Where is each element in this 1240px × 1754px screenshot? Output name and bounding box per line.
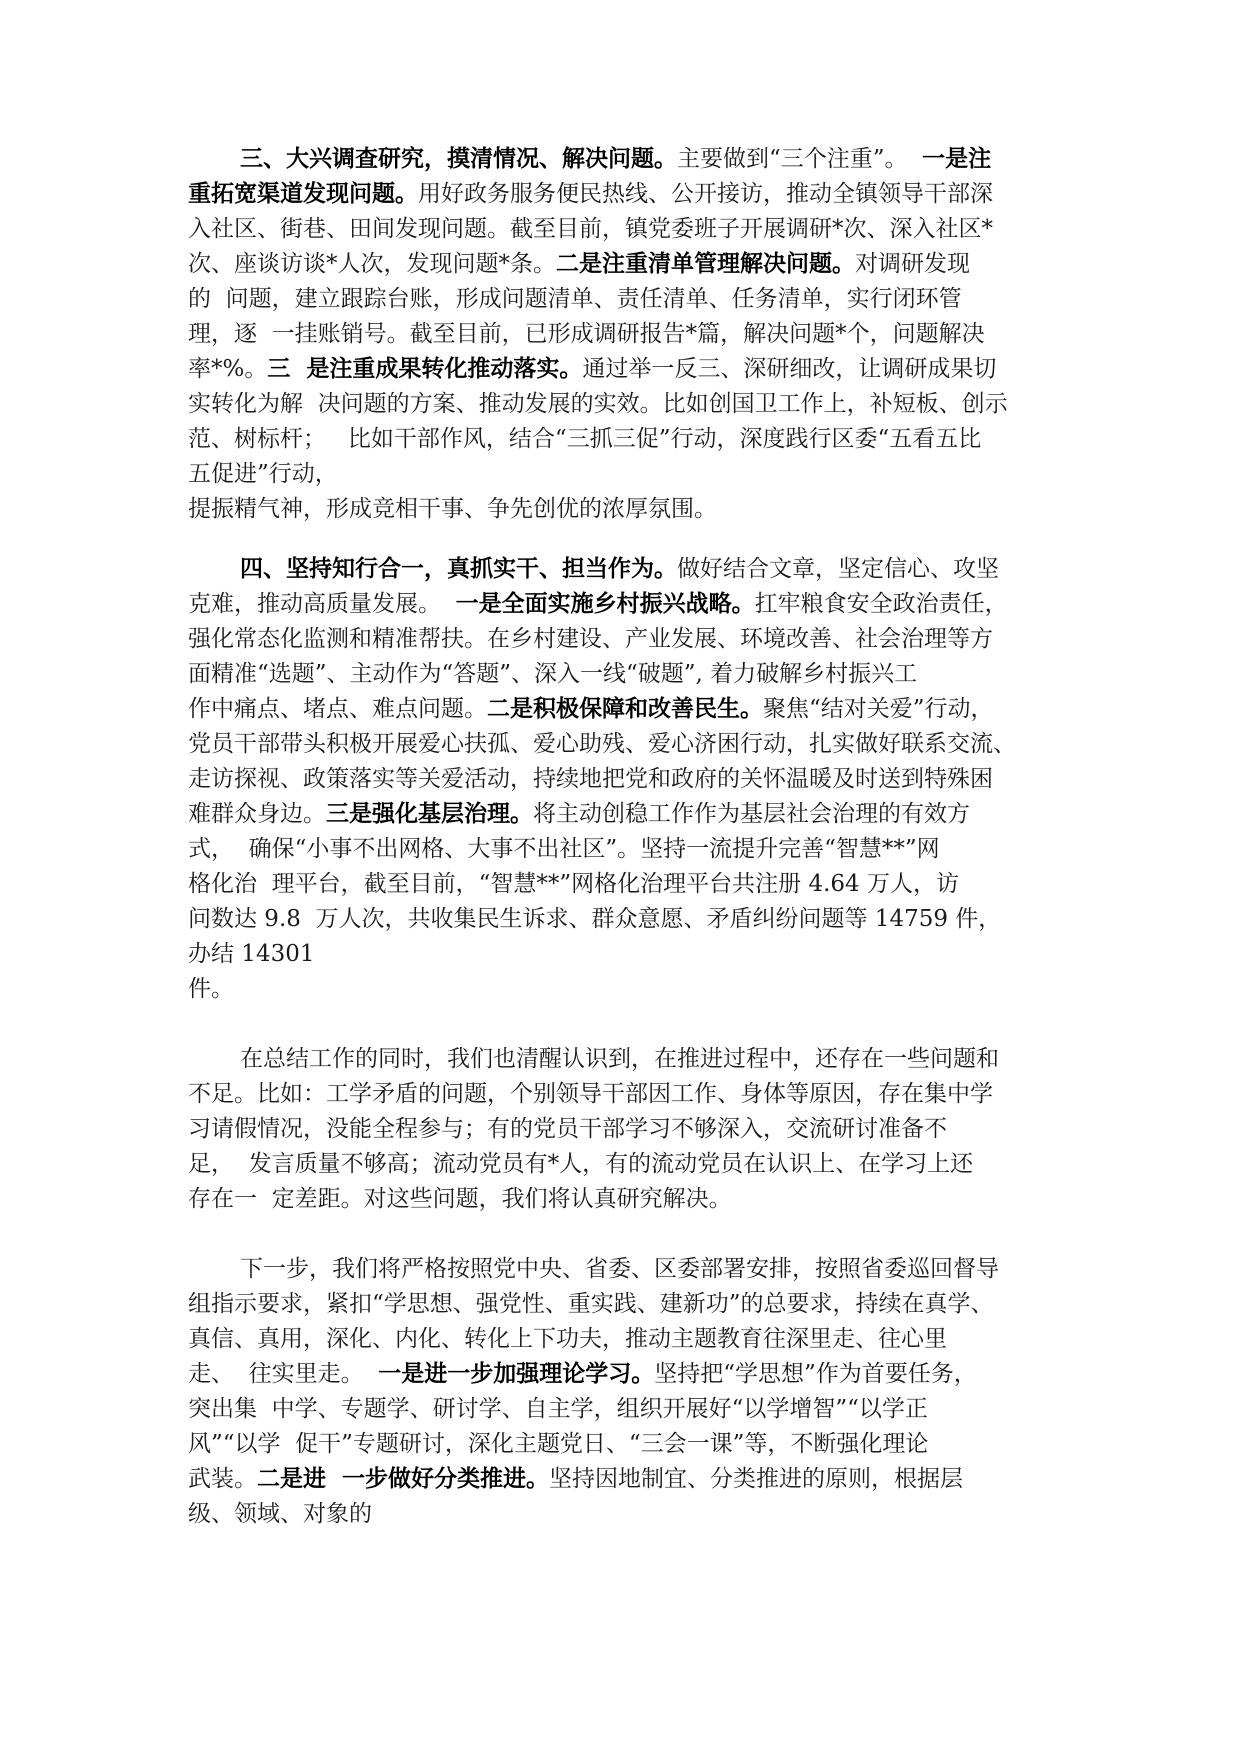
bold-heading-text: 一是全面实施乡村振兴战略。 <box>455 590 755 617</box>
body-text: 走访探视、政策落实等关爱活动，持续地把党和政府的关怀温暖及时送到特殊困 <box>188 766 993 792</box>
body-text: 件。 <box>188 976 234 1002</box>
text-line <box>188 320 985 348</box>
body-text: 办结 14301 <box>188 941 315 967</box>
text-line <box>188 425 981 453</box>
body-text: 克难，推动高质量发展。 <box>188 591 456 617</box>
body-text: 用好政务服务便民热线、公开接访，推动全镇领导干部深 <box>418 181 993 207</box>
body-text: 对调研发现 <box>855 251 970 277</box>
body-text: 次、座谈访谈*人次，发现问题*条。 <box>188 251 556 277</box>
bold-heading-text: 三 是注重成果转化推动落实。 <box>267 355 583 382</box>
text-line <box>188 1325 947 1353</box>
bold-heading-text: 二是注重清单管理解决问题。 <box>556 250 855 277</box>
body-text: 坚持因地制宜、分类推进的原则，根据层 <box>549 1466 964 1492</box>
body-text: 将主动创稳工作作为基层社会治理的有效方 <box>533 801 970 827</box>
text-line <box>188 800 970 828</box>
body-text: 实转化为解 决问题的方案、推动发展的实效。比如创国卫工作上，补短板、创示 <box>188 391 1008 417</box>
text-line <box>188 1290 994 1318</box>
body-text: 级、领域、对象的 <box>188 1501 372 1527</box>
bold-heading-text: 一是进一步加强理论学习。 <box>378 1360 655 1387</box>
body-text: 聚焦“结对关爱”行动， <box>763 696 994 722</box>
text-line <box>188 460 338 488</box>
body-text: 作中痛点、堵点、难点问题。 <box>188 696 487 722</box>
text-line <box>188 625 993 653</box>
body-text: 足， 发言质量不够高；流动党员有*人，有的流动党员在认识上、在学习上还 <box>188 1151 974 1177</box>
body-text: 扛牢粮食安全政治责任， <box>754 591 1008 617</box>
body-text: 五促进”行动， <box>188 461 338 487</box>
text-line <box>188 355 996 383</box>
text-line <box>188 1430 928 1458</box>
body-text: 面精准“选题”、主动作为“答题”、深入一线“破题”, 着力破解乡村振兴工 <box>188 661 918 687</box>
text-line <box>188 870 959 898</box>
text-line <box>240 555 999 583</box>
body-text: 入社区、街巷、田间发现问题。截至目前，镇党委班子开展调研*次、深入社区* <box>188 216 993 242</box>
body-text: 难群众身边。 <box>188 801 326 827</box>
text-line <box>188 905 1001 933</box>
bold-heading-text: 二是进 一步做好分类推进。 <box>257 1465 550 1492</box>
text-line <box>188 1185 732 1213</box>
body-text: 在总结工作的同时，我们也清醒认识到，在推进过程中，还存在一些问题和 <box>240 1046 999 1072</box>
body-text: 存在一 定差距。对这些问题，我们将认真研究解决。 <box>188 1186 732 1212</box>
text-line <box>188 695 994 723</box>
body-text: 党员干部带头积极开展爱心扶孤、爱心助残、爱心济困行动，扎实做好联系交流、 <box>188 731 1016 757</box>
text-line <box>240 1255 999 1283</box>
text-line <box>188 975 234 1003</box>
text-line <box>188 1115 947 1143</box>
text-line <box>188 215 993 243</box>
bold-heading-text: 二是积极保障和改善民生。 <box>487 695 763 722</box>
body-text: 主要做到“三个注重”。 <box>677 146 923 172</box>
body-text: 提振精气神，形成竞相干事、争先创优的浓厚氛围。 <box>188 496 717 522</box>
body-text: 范、树标杆； 比如干部作风，结合“三抓三促”行动，深度践行区委“五看五比 <box>188 426 982 452</box>
body-text: 风”“以学 促干”专题研讨，深化主题党日、“三会一课”等，不断强化理论 <box>188 1431 929 1457</box>
body-text: 强化常态化监测和精准帮扶。在乡村建设、产业发展、环境改善、社会治理等方 <box>188 626 993 652</box>
body-text: 率*%。 <box>188 356 268 382</box>
body-text: 的 问题，建立跟踪台账，形成问题清单、责任清单、任务清单，实行闭环管 <box>188 286 962 312</box>
text-line <box>188 390 1008 418</box>
body-text: 突出集 中学、专题学、研讨学、自主学，组织开展好“以学增智”“以学正 <box>188 1396 928 1422</box>
text-line <box>188 730 1016 758</box>
text-line <box>188 250 970 278</box>
text-line <box>240 145 991 173</box>
text-line <box>188 180 993 208</box>
text-line <box>188 1080 993 1108</box>
text-line <box>188 1360 977 1388</box>
text-line <box>188 1465 963 1493</box>
bold-heading-text: 重拓宽渠道发现问题。 <box>188 180 418 207</box>
body-text: 理，逐 一挂账销号。截至目前，已形成调研报告*篇，解决问题*个，问题解决 <box>188 321 985 347</box>
body-text: 组指示要求，紧扣“学思想、强党性、重实践、建新功”的总要求，持续在真学、 <box>188 1291 994 1317</box>
bold-heading-text: 三是强化基层治理。 <box>326 800 533 827</box>
text-line <box>188 835 940 863</box>
text-line <box>188 765 993 793</box>
body-text: 问数达 9.8 万人次，共收集民生诉求、群众意愿、矛盾纠纷问题等 14759 件， <box>188 906 1002 932</box>
body-text: 不足。比如：工学矛盾的问题，个别领导干部因工作、身体等原因，存在集中学 <box>188 1081 993 1107</box>
body-text: 格化治 理平台，截至目前，“智慧**”网格化治理平台共注册 4.64 万人，访 <box>188 871 959 897</box>
text-line <box>188 1500 372 1528</box>
text-line <box>188 1150 973 1178</box>
body-text: 通过举一反三、深研细改，让调研成果切 <box>582 356 997 382</box>
body-text: 走、 往实里走。 <box>188 1361 379 1387</box>
text-line <box>188 940 314 968</box>
text-line <box>188 285 962 313</box>
body-text: 真信、真用，深化、内化、转化上下功夫，推动主题教育往深里走、往心里 <box>188 1326 947 1352</box>
bold-heading-text: 四、坚持知行合一，真抓实干、担当作为。 <box>240 555 677 582</box>
text-line <box>188 1395 928 1423</box>
text-line <box>188 495 717 523</box>
body-text: 武装。 <box>188 1466 257 1492</box>
text-line <box>240 1045 999 1073</box>
bold-heading-text: 一是注 <box>922 145 992 172</box>
body-text: 做好结合文章，坚定信心、攻坚 <box>677 556 999 582</box>
text-line <box>188 590 1008 618</box>
body-text: 习请假情况，没能全程参与；有的党员干部学习不够深入，交流研讨准备不 <box>188 1116 947 1142</box>
body-text: 下一步，我们将严格按照党中央、省委、区委部署安排，按照省委巡回督导 <box>240 1256 999 1282</box>
body-text: 式， 确保“小事不出网格、大事不出社区”。坚持一流提升完善“智慧**”网 <box>188 836 940 862</box>
bold-heading-text: 三、大兴调查研究，摸清情况、解决问题。 <box>240 145 677 172</box>
text-line <box>188 660 917 688</box>
body-text: 坚持把“学思想”作为首要任务， <box>654 1361 977 1387</box>
